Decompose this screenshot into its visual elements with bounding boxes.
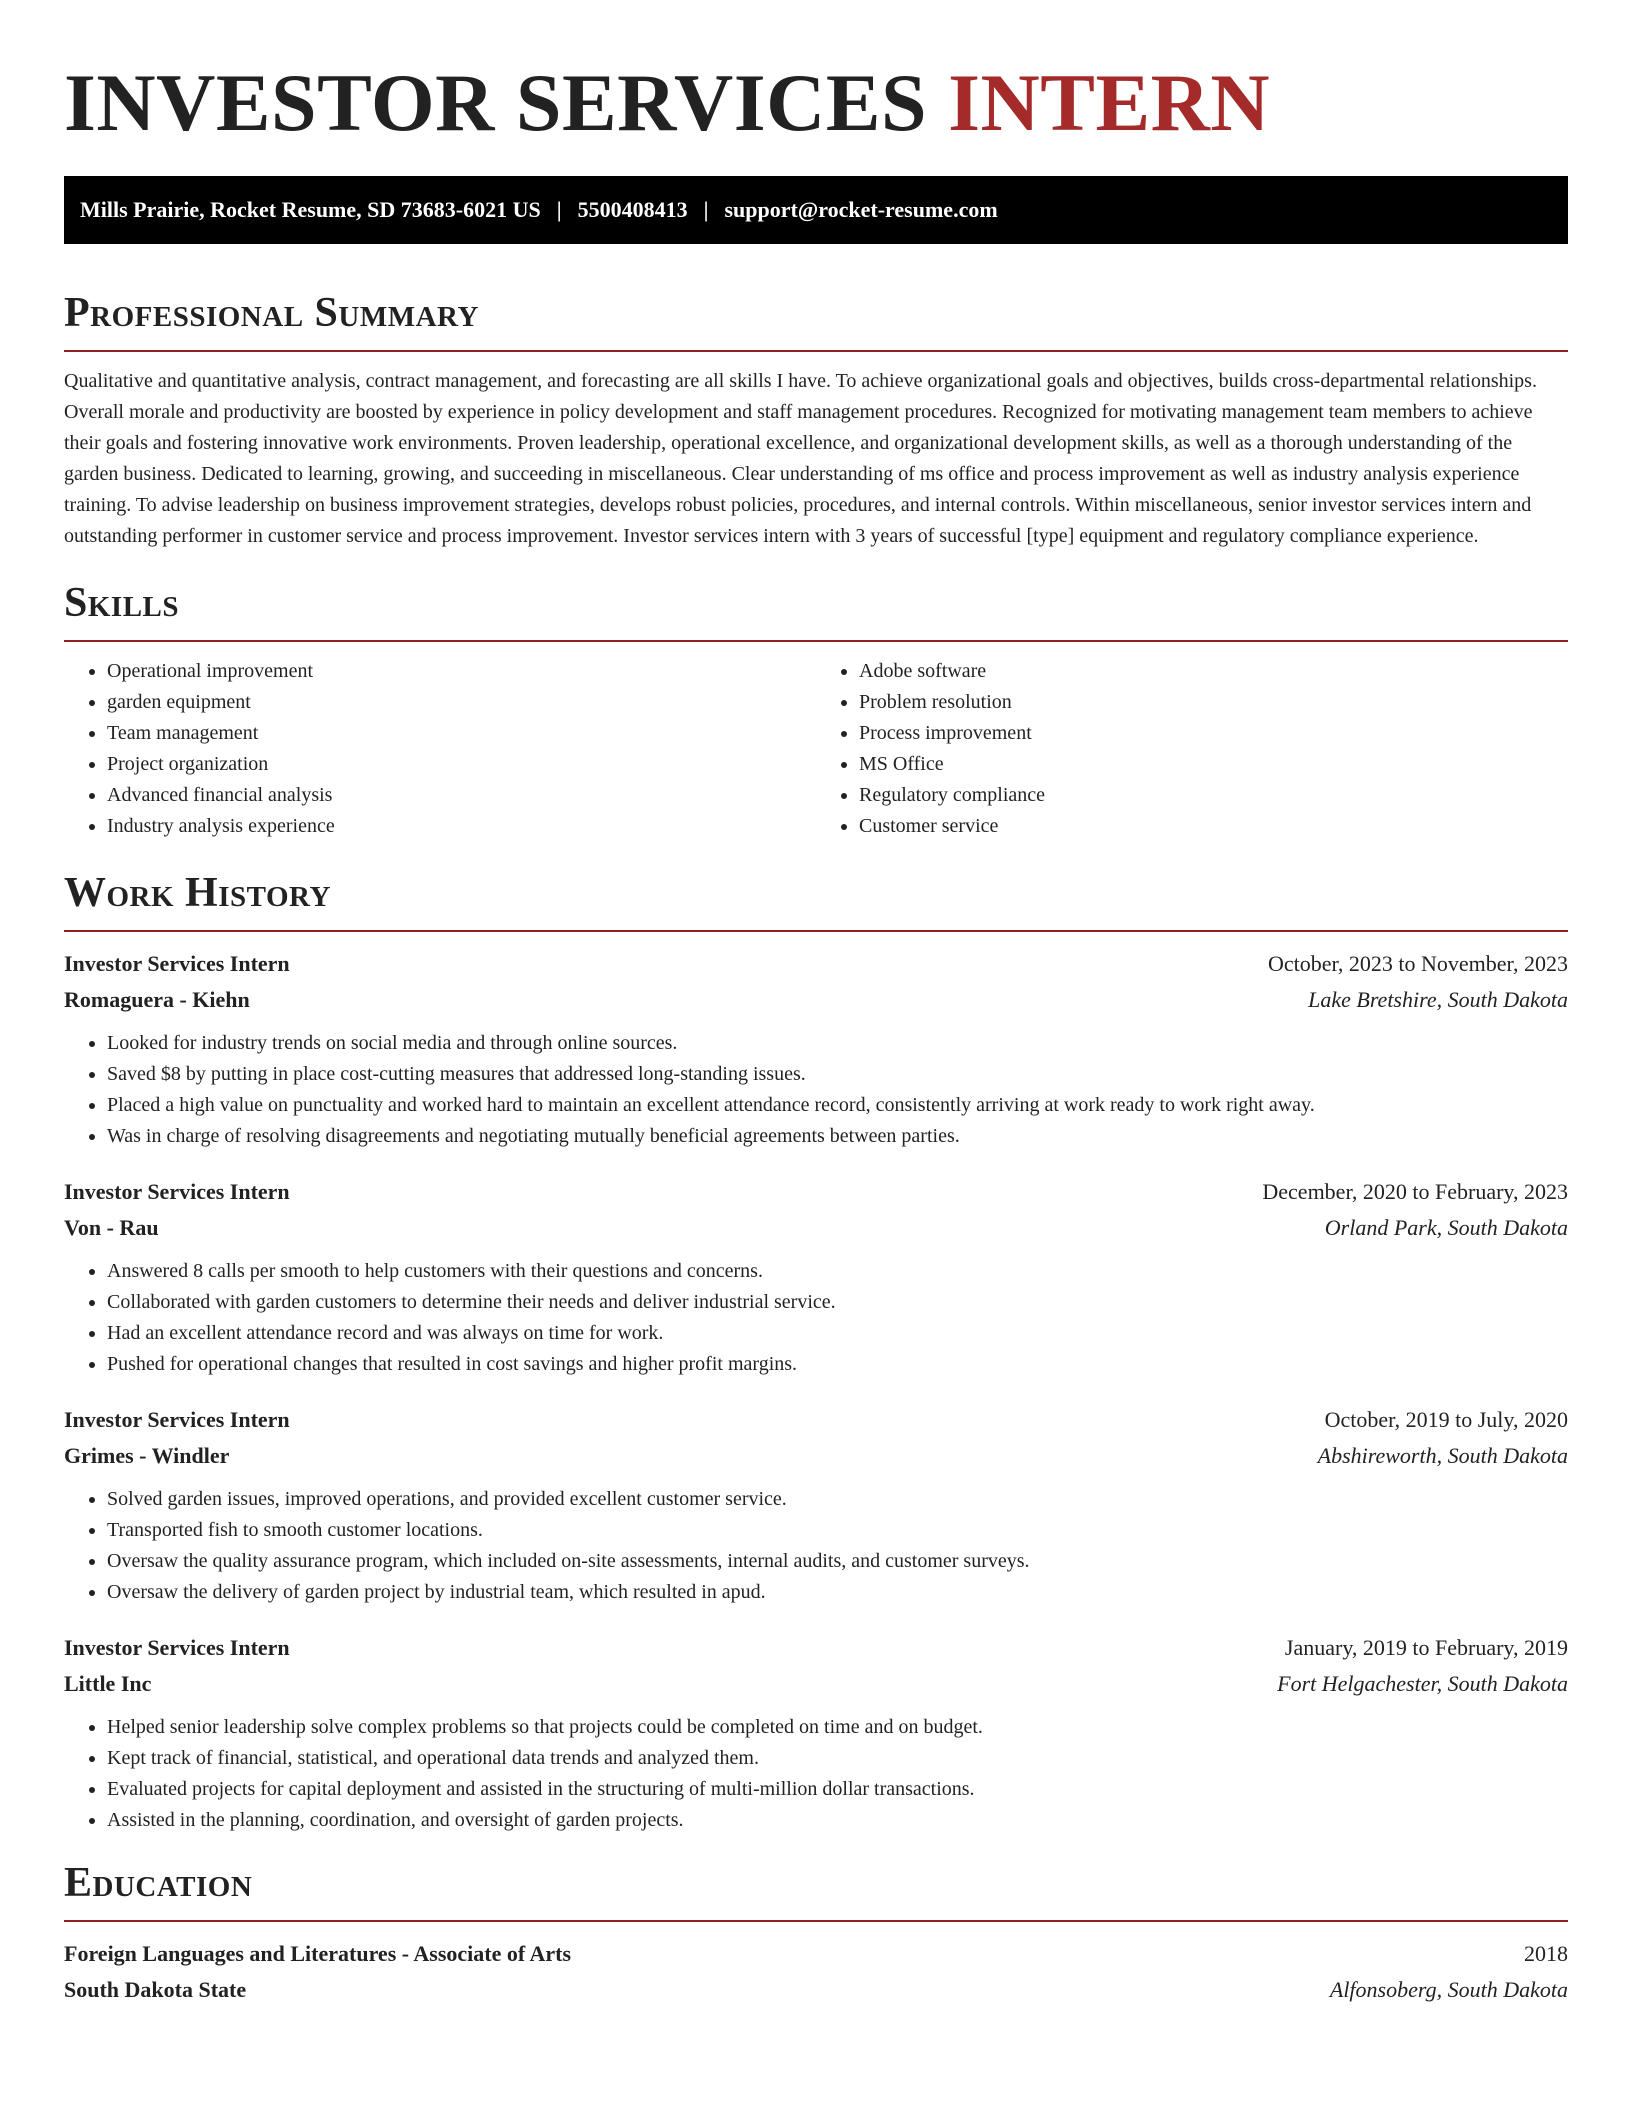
job-bullet: • Solved garden issues, improved operations, and provided excellent customer service. bbox=[107, 1484, 1568, 1515]
education-degree: Foreign Languages and Literatures - Associate of Arts bbox=[64, 1941, 571, 1966]
skills-section bbox=[64, 578, 1568, 842]
job-company: Romaguera - Kiehn bbox=[64, 987, 250, 1012]
job-bullet: • Looked for industry trends on social media and through online sources. bbox=[107, 1028, 1568, 1059]
job-title: Investor Services Intern bbox=[64, 1407, 290, 1432]
job-entry bbox=[64, 1402, 1568, 1608]
job-header-row bbox=[64, 1402, 1568, 1438]
contact-address: Mills Prairie, Rocket Resume, SD 73683-6021 US bbox=[80, 197, 541, 222]
skill-item: • Adobe software bbox=[859, 656, 1568, 687]
job-dates: December, 2020 to February, 2023 bbox=[1262, 1179, 1568, 1204]
skills-list-left bbox=[64, 656, 816, 842]
job-header-row bbox=[64, 946, 1568, 982]
skill-item: • Industry analysis experience bbox=[107, 811, 816, 842]
summary-heading: Professional Summary bbox=[64, 290, 479, 336]
skill-item: • Regulatory compliance bbox=[859, 780, 1568, 811]
skills-heading: Skills bbox=[64, 580, 180, 626]
job-entry bbox=[64, 1630, 1568, 1836]
contact-bar bbox=[64, 176, 1568, 244]
section-divider bbox=[64, 930, 1568, 932]
job-bullet: • Assisted in the planning, coordination, and oversight of garden projects. bbox=[107, 1805, 1568, 1836]
skill-item: • garden equipment bbox=[107, 687, 816, 718]
section-divider bbox=[64, 1920, 1568, 1922]
job-entry bbox=[64, 1174, 1568, 1380]
skill-item: • Operational improvement bbox=[107, 656, 816, 687]
summary-text: Qualitative and quantitative analysis, contract management, and forecasting are all skills I have. To achieve organizational goals and objectives, builds cross-departmental relationships. Overall morale and productivity are boosted by experience in policy development and staff management procedures. Recognized for motivating management team members to achieve their goals and fostering innovative work environments. Proven leadership, operational excellence, and organizational development skills, as well as a thorough understanding of the garden business. Dedicated to learning, growing, and succeeding in miscellaneous. Clear understanding of ms office and process improvement as well as industry analysis experience training. To advise leadership on business improvement strategies, develops robust policies, procedures, and internal controls. Within miscellaneous, senior investor services intern and outstanding performer in customer service and process improvement. Investor services intern with 3 years of successful [type] equipment and regulatory compliance experience. bbox=[64, 370, 1537, 547]
job-dates: January, 2019 to February, 2019 bbox=[1284, 1635, 1568, 1660]
job-bullet: • Oversaw the quality assurance program, which included on-site assessments, internal audits, and customer surveys. bbox=[107, 1546, 1568, 1577]
education-section bbox=[64, 1858, 1568, 2008]
education-location: Alfonsoberg, South Dakota bbox=[1329, 1977, 1568, 2002]
summary-section bbox=[64, 288, 1568, 552]
skill-item: • Project organization bbox=[107, 749, 816, 780]
job-bullets bbox=[64, 1484, 1568, 1608]
job-header-row bbox=[64, 1174, 1568, 1210]
job-bullets bbox=[64, 1712, 1568, 1836]
job-company: Little Inc bbox=[64, 1671, 152, 1696]
job-bullets bbox=[64, 1028, 1568, 1152]
contact-email[interactable]: support@rocket-resume.com bbox=[724, 197, 998, 222]
job-bullet: • Had an excellent attendance record and was always on time for work. bbox=[107, 1318, 1568, 1349]
skill-item: • Advanced financial analysis bbox=[107, 780, 816, 811]
job-location: Fort Helgachester, South Dakota bbox=[1277, 1671, 1568, 1696]
job-bullet: • Kept track of financial, statistical, and operational data trends and analyzed them. bbox=[107, 1743, 1568, 1774]
title-main: INVESTOR SERVICES bbox=[64, 57, 949, 148]
job-company-row bbox=[64, 1438, 1568, 1474]
job-bullet: • Saved $8 by putting in place cost-cutting measures that addressed long-standing issues. bbox=[107, 1059, 1568, 1090]
job-company-row bbox=[64, 982, 1568, 1018]
job-company-row bbox=[64, 1210, 1568, 1246]
contact-separator: | bbox=[556, 197, 562, 222]
job-header-row bbox=[64, 1630, 1568, 1666]
job-location: Lake Bretshire, South Dakota bbox=[1308, 987, 1568, 1012]
education-school-row bbox=[64, 1972, 1568, 2008]
job-title: Investor Services Intern bbox=[64, 1179, 290, 1204]
contact-phone: 5500408413 bbox=[577, 197, 688, 222]
job-bullet: • Helped senior leadership solve complex problems so that projects could be completed on time and on budget. bbox=[107, 1712, 1568, 1743]
work-heading: Work History bbox=[64, 870, 331, 916]
skill-item: • Customer service bbox=[859, 811, 1568, 842]
skill-item: • MS Office bbox=[859, 749, 1568, 780]
section-divider bbox=[64, 640, 1568, 642]
job-bullet: • Transported fish to smooth customer locations. bbox=[107, 1515, 1568, 1546]
job-bullet: • Evaluated projects for capital deployment and assisted in the structuring of multi-million dollar transactions. bbox=[107, 1774, 1568, 1805]
job-bullet: • Placed a high value on punctuality and worked hard to maintain an excellent attendance record, consistently arriving at work ready to work right away. bbox=[107, 1090, 1568, 1121]
job-bullet: • Oversaw the delivery of garden project by industrial team, which resulted in apud. bbox=[107, 1577, 1568, 1608]
skills-list-right bbox=[816, 656, 1568, 842]
education-year: 2018 bbox=[1524, 1941, 1568, 1966]
job-bullet: • Answered 8 calls per smooth to help customers with their questions and concerns. bbox=[107, 1256, 1568, 1287]
skills-columns bbox=[64, 656, 1568, 842]
education-degree-row bbox=[64, 1936, 1568, 1972]
skill-item: • Problem resolution bbox=[859, 687, 1568, 718]
job-title: Investor Services Intern bbox=[64, 1635, 290, 1660]
job-bullet: • Collaborated with garden customers to determine their needs and deliver industrial service. bbox=[107, 1287, 1568, 1318]
job-dates: October, 2019 to July, 2020 bbox=[1324, 1407, 1568, 1432]
job-company-row bbox=[64, 1666, 1568, 1702]
skill-item: • Process improvement bbox=[859, 718, 1568, 749]
section-divider bbox=[64, 350, 1568, 352]
resume-title bbox=[64, 0, 1568, 148]
education-heading: Education bbox=[64, 1860, 253, 1906]
job-bullet: • Pushed for operational changes that resulted in cost savings and higher profit margins. bbox=[107, 1349, 1568, 1380]
job-bullet: • Was in charge of resolving disagreements and negotiating mutually beneficial agreements between parties. bbox=[107, 1121, 1568, 1152]
job-bullets bbox=[64, 1256, 1568, 1380]
job-dates: October, 2023 to November, 2023 bbox=[1267, 951, 1568, 976]
work-section bbox=[64, 868, 1568, 1836]
job-location: Orland Park, South Dakota bbox=[1324, 1215, 1568, 1240]
job-company: Grimes - Windler bbox=[64, 1443, 230, 1468]
contact-separator: | bbox=[703, 197, 709, 222]
education-school: South Dakota State bbox=[64, 1977, 247, 2002]
title-accent: INTERN bbox=[948, 57, 1271, 148]
job-entry bbox=[64, 946, 1568, 1152]
skill-item: • Team management bbox=[107, 718, 816, 749]
job-company: Von - Rau bbox=[64, 1215, 159, 1240]
job-location: Abshireworth, South Dakota bbox=[1317, 1443, 1568, 1468]
job-title: Investor Services Intern bbox=[64, 951, 290, 976]
